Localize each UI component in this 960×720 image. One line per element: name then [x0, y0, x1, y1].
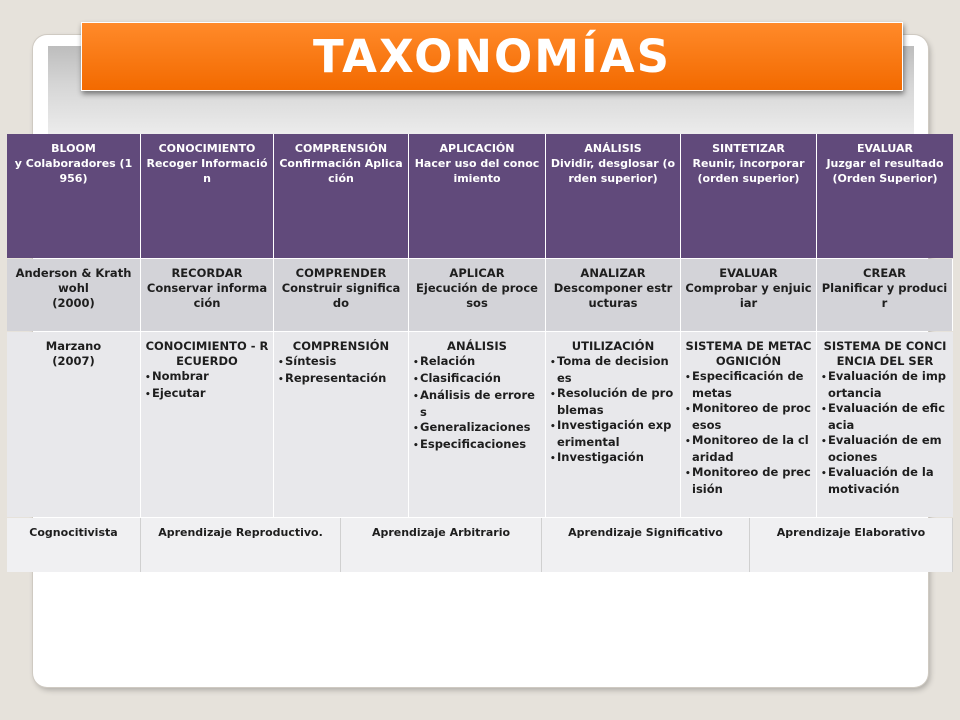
- cell-title: CREAR: [863, 266, 906, 280]
- list-item: • Monitoreo de procesos: [685, 401, 812, 433]
- list-item: • Ejecutar: [145, 386, 269, 403]
- table-cell: [681, 332, 817, 517]
- list-item: • Especificación de metas: [685, 369, 812, 401]
- cell-title: APLICAR: [449, 266, 505, 280]
- table-cell: [409, 259, 546, 331]
- cell-title: EVALUAR: [719, 266, 778, 280]
- cell-subtitle: y Colaboradores (1956): [14, 157, 133, 185]
- cell-subtitle: Comprobar y enjuiciar: [685, 281, 812, 310]
- list-item: • Nombrar: [145, 369, 269, 386]
- table-cell: [274, 134, 409, 258]
- cell-subtitle: Hacer uso del conocimiento: [414, 157, 540, 185]
- bullet-list: [821, 369, 949, 497]
- table-cell: [7, 134, 141, 258]
- list-item: • Toma de decisiones: [550, 354, 676, 386]
- table-cell: Aprendizaje Elaborativo: [750, 518, 953, 572]
- cell-title: Marzano: [45, 339, 102, 353]
- cell-title: Anderson & Krathwohl: [15, 266, 132, 295]
- taxonomy-table: [7, 134, 953, 572]
- list-item: • Evaluación de emociones: [821, 433, 949, 465]
- table-cell: [409, 332, 546, 517]
- cell-subtitle: Recoger Información: [146, 157, 268, 185]
- table-cell: Aprendizaje Reproductivo.: [141, 518, 341, 572]
- table-cell: [141, 134, 274, 258]
- table-cell: [409, 134, 546, 258]
- list-item: • Generalizaciones: [413, 420, 541, 437]
- cell-title: EVALUAR: [857, 142, 913, 155]
- list-item: • Investigación experimental: [550, 418, 676, 450]
- table-cell: [7, 332, 141, 517]
- table-cell: [274, 332, 409, 517]
- table-cell: Aprendizaje Significativo: [542, 518, 750, 572]
- table-cell: Aprendizaje Arbitrario: [341, 518, 542, 572]
- list-item: • Especificaciones: [413, 437, 541, 454]
- cell-subtitle: Conservar información: [146, 281, 268, 310]
- table-row-bloom: [7, 134, 953, 258]
- list-item: • Clasificación: [413, 371, 541, 388]
- table-row-learning-types: [7, 518, 953, 572]
- list-item: • Relación: [413, 354, 541, 371]
- cell-title: ANALIZAR: [580, 266, 646, 280]
- cell-subtitle: Confirmación Aplicación: [279, 157, 403, 185]
- cell-title: APLICACIÓN: [439, 142, 515, 155]
- table-row-marzano: [7, 332, 953, 517]
- cell-subtitle: Dividir, desglosar (orden superior): [550, 157, 676, 185]
- table-cell: [141, 332, 274, 517]
- cell-title: COMPRENSIÓN: [292, 339, 390, 353]
- table-cell: [817, 259, 953, 331]
- cell-title: COMPRENDER: [295, 266, 387, 280]
- cell-title: RECORDAR: [171, 266, 243, 280]
- bullet-list: [685, 369, 812, 497]
- list-item: • Monitoreo de la claridad: [685, 433, 812, 465]
- cell-title: SISTEMA DE CONCIENCIA DEL SER: [823, 339, 947, 368]
- table-cell: [817, 332, 953, 517]
- list-item: • Resolución de problemas: [550, 386, 676, 418]
- table-cell: [681, 134, 817, 258]
- list-item: • Representación: [278, 371, 404, 388]
- list-item: • Evaluación de importancia: [821, 369, 949, 401]
- table-cell: [817, 134, 953, 258]
- bullet-list: [278, 354, 404, 388]
- list-item: • Evaluación de eficacia: [821, 401, 949, 433]
- cell-title: CONOCIMIENTO: [158, 142, 256, 155]
- table-row-anderson: [7, 259, 953, 331]
- bullet-list: [145, 369, 269, 403]
- cell-title: UTILIZACIÓN: [571, 339, 655, 353]
- table-cell: Cognocitivista: [7, 518, 141, 572]
- table-cell: [546, 259, 681, 331]
- cell-title: BLOOM: [51, 142, 96, 155]
- list-item: • Evaluación de la motivación: [821, 465, 949, 497]
- cell-subtitle: Ejecución de procesos: [416, 281, 538, 310]
- cell-subtitle: Juzgar el resultado (Orden Superior): [826, 157, 944, 185]
- bullet-list: [550, 354, 676, 467]
- table-cell: [7, 259, 141, 331]
- cell-title: CONOCIMIENTO - RECUERDO: [145, 339, 269, 368]
- cell-subtitle: Planificar y producir: [821, 281, 948, 310]
- table-cell: [546, 332, 681, 517]
- bullet-list: [413, 354, 541, 454]
- table-cell: [546, 134, 681, 258]
- list-item: • Monitoreo de precisión: [685, 465, 812, 497]
- page-title: TAXONOMÍAS: [312, 30, 672, 83]
- cell-title: SINTETIZAR: [712, 142, 785, 155]
- cell-subtitle: Descomponer estructuras: [553, 281, 673, 310]
- list-item: • Investigación: [550, 450, 676, 467]
- cell-title: ANÁLISIS: [447, 339, 507, 353]
- table-cell: [681, 259, 817, 331]
- cell-title: SISTEMA DE METACOGNICIÓN: [685, 339, 812, 368]
- cell-subtitle: (2000): [52, 296, 95, 310]
- list-item: • Síntesis: [278, 354, 404, 371]
- cell-subtitle: (2007): [52, 354, 95, 368]
- table-cell: [274, 259, 409, 331]
- list-item: • Análisis de errores: [413, 388, 541, 420]
- cell-title: ANÁLISIS: [584, 142, 642, 155]
- cell-subtitle: Reunir, incorporar (orden superior): [692, 157, 805, 185]
- cell-title: COMPRENSIÓN: [294, 142, 388, 155]
- cell-subtitle: Construir significado: [281, 281, 401, 310]
- table-cell: [141, 259, 274, 331]
- title-banner: [81, 22, 903, 91]
